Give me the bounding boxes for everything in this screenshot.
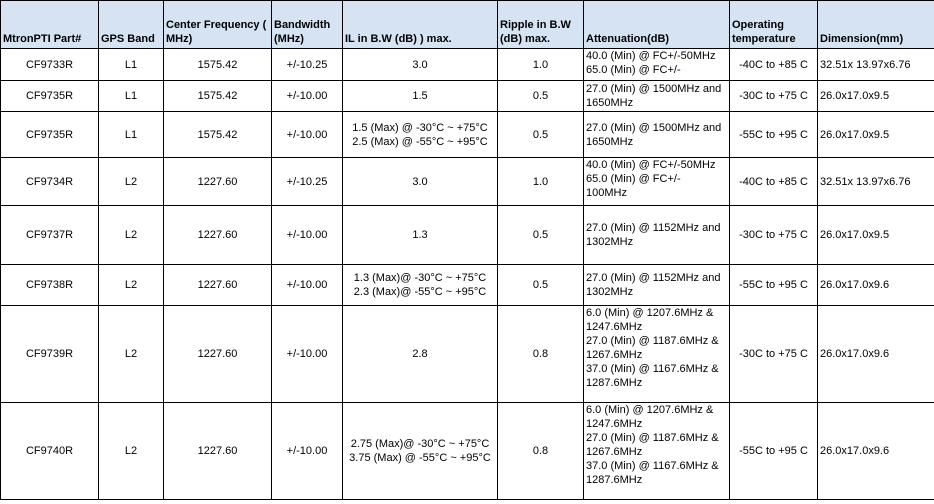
insertion-loss-line: 1.3 (Max)@ -30°C ~ +75°C (353, 272, 487, 284)
table-row (1, 158, 934, 206)
attenuation-line: 27.0 (Min) @ 1500MHz and (586, 121, 722, 134)
ripple-cell: 0.5 (498, 206, 584, 265)
table-row (1, 112, 934, 158)
operating-temperature-cell: -55C to +95 C (730, 112, 818, 158)
ripple-cell: 1.0 (498, 158, 584, 206)
insertion-loss-line: 3.75 (Max) @ -55°C ~ +95°C (349, 452, 491, 464)
insertion-loss-line: 1.5 (Max) @ -30°C ~ +75°C (352, 121, 488, 134)
center-frequency-cell: 1227.60 (164, 158, 272, 206)
attenuation-line: 1267.6MHz (586, 446, 643, 458)
attenuation-line: 27.0 (Min) @ 1187.6MHz & (586, 432, 719, 444)
dimension-cell: 26.0x17.0x9.5 (818, 206, 934, 265)
gps-band-cell: L2 (99, 206, 164, 265)
dimension-cell: 26.0x17.0x9.5 (818, 81, 934, 112)
attenuation-line: 1650MHz (586, 135, 634, 148)
attenuation-line: 27.0 (Min) @ 1152MHz and (586, 222, 721, 234)
center-frequency-cell: 1575.42 (164, 49, 272, 81)
center-frequency-cell: 1227.60 (164, 265, 272, 306)
attenuation-line: 1287.6MHz (586, 377, 643, 389)
header-row (1, 1, 934, 49)
insertion-loss-cell (343, 265, 498, 306)
center-frequency-cell: 1575.42 (164, 112, 272, 158)
bandwidth-cell: +/-10.00 (272, 265, 343, 306)
table-row (1, 403, 934, 500)
bandwidth-cell: +/-10.00 (272, 206, 343, 265)
dimension-cell: 26.0x17.0x9.6 (818, 306, 934, 403)
insertion-loss-line: 2.3 (Max)@ -55°C ~ +95°C (353, 286, 487, 298)
attenuation-line: 1287.6MHz (586, 474, 643, 486)
table-row (1, 49, 934, 81)
center-frequency-cell: 1227.60 (164, 306, 272, 403)
attenuation-line: 1650MHz (586, 97, 634, 109)
attenuation-line: 65.0 (Min) @ FC+/- (586, 64, 681, 76)
dimension-cell: 26.0x17.0x9.5 (818, 112, 934, 158)
attenuation-line: 40.0 (Min) @ FC+/-50MHz (586, 50, 716, 62)
attenuation-cell (584, 81, 730, 112)
table-row (1, 265, 934, 306)
attenuation-line: 27.0 (Min) @ 1500MHz and (586, 83, 722, 95)
part-number-cell: CF9733R (1, 49, 99, 81)
attenuation-cell (584, 206, 730, 265)
insertion-loss-line: 2.75 (Max)@ -30°C ~ +75°C (350, 438, 490, 450)
operating-temperature-cell: -55C to +95 C (730, 403, 818, 500)
header-dimension: Dimension(mm) (818, 1, 934, 49)
insertion-loss-cell (343, 158, 498, 206)
attenuation-line: 65.0 (Min) @ FC+/- (586, 173, 681, 185)
table-body (1, 49, 934, 500)
header-part: MtronPTI Part# (1, 1, 99, 49)
attenuation-cell (584, 265, 730, 306)
bandwidth-cell: +/-10.00 (272, 306, 343, 403)
header-gps-band: GPS Band (99, 1, 164, 49)
table-row (1, 306, 934, 403)
center-frequency-cell: 1575.42 (164, 81, 272, 112)
attenuation-line: 100MHz (586, 187, 627, 199)
insertion-loss-cell (343, 112, 498, 158)
header-attenuation: Attenuation(dB) (584, 1, 730, 49)
gps-band-cell: L2 (99, 158, 164, 206)
table-row (1, 206, 934, 265)
ripple-cell: 0.8 (498, 306, 584, 403)
dimension-cell: 32.51x 13.97x6.76 (818, 158, 934, 206)
header-ripple: Ripple in B.W (dB) max. (498, 1, 584, 49)
attenuation-cell (584, 49, 730, 81)
part-number-cell: CF9738R (1, 265, 99, 306)
insertion-loss-cell (343, 403, 498, 500)
operating-temperature-cell: -40C to +85 C (730, 49, 818, 81)
dimension-cell: 26.0x17.0x9.6 (818, 403, 934, 500)
gps-band-cell: L2 (99, 265, 164, 306)
attenuation-line: 27.0 (Min) @ 1187.6MHz & (586, 335, 719, 347)
ripple-cell: 0.5 (498, 112, 584, 158)
operating-temperature-cell: -30C to +75 C (730, 206, 818, 265)
attenuation-cell (584, 403, 730, 500)
attenuation-cell (584, 306, 730, 403)
gps-band-cell: L2 (99, 403, 164, 500)
dimension-cell: 26.0x17.0x9.6 (818, 265, 934, 306)
attenuation-line: 37.0 (Min) @ 1167.6MHz & (586, 460, 719, 472)
part-number-cell: CF9735R (1, 81, 99, 112)
header-center-frequency: Center Frequency ( MHz) (164, 1, 272, 49)
operating-temperature-cell: -55C to +95 C (730, 265, 818, 306)
ripple-cell: 0.5 (498, 81, 584, 112)
insertion-loss-line: 2.5 (Max) @ -55°C ~ +95°C (352, 135, 488, 148)
attenuation-line: 1302MHz (586, 236, 634, 248)
attenuation-line: 40.0 (Min) @ FC+/-50MHz (586, 159, 716, 171)
insertion-loss-line: 2.8 (412, 348, 428, 360)
attenuation-cell (584, 112, 730, 158)
header-bandwidth: Bandwidth (MHz) (272, 1, 343, 49)
attenuation-cell (584, 158, 730, 206)
insertion-loss-line: 3.0 (412, 58, 428, 71)
operating-temperature-cell: -30C to +75 C (730, 306, 818, 403)
insertion-loss-line: 3.0 (412, 175, 428, 188)
bandwidth-cell: +/-10.25 (272, 49, 343, 81)
operating-temperature-cell: -40C to +85 C (730, 158, 818, 206)
gps-band-cell: L1 (99, 81, 164, 112)
insertion-loss-cell (343, 306, 498, 403)
center-frequency-cell: 1227.60 (164, 403, 272, 500)
part-number-cell: CF9737R (1, 206, 99, 265)
attenuation-line: 1247.6MHz (586, 321, 643, 333)
bandwidth-cell: +/-10.25 (272, 158, 343, 206)
gps-band-cell: L1 (99, 112, 164, 158)
gps-band-cell: L2 (99, 306, 164, 403)
part-number-cell: CF9740R (1, 403, 99, 500)
bandwidth-cell: +/-10.00 (272, 81, 343, 112)
gps-band-cell: L1 (99, 49, 164, 81)
operating-temperature-cell: -30C to +75 C (730, 81, 818, 112)
ripple-cell: 0.8 (498, 403, 584, 500)
part-number-cell: CF9739R (1, 306, 99, 403)
center-frequency-cell: 1227.60 (164, 206, 272, 265)
bandwidth-cell: +/-10.00 (272, 112, 343, 158)
attenuation-line: 6.0 (Min) @ 1207.6MHz & (586, 307, 714, 319)
attenuation-line: 1302MHz (586, 286, 634, 298)
ripple-cell: 1.0 (498, 49, 584, 81)
part-number-cell: CF9735R (1, 112, 99, 158)
attenuation-line: 1267.6MHz (586, 349, 643, 361)
insertion-loss-cell (343, 81, 498, 112)
attenuation-line: 6.0 (Min) @ 1207.6MHz & (586, 404, 714, 416)
part-number-cell: CF9734R (1, 158, 99, 206)
bandwidth-cell: +/-10.00 (272, 403, 343, 500)
table-row (1, 81, 934, 112)
dimension-cell: 32.51x 13.97x6.76 (818, 49, 934, 81)
header-operating-temperature: Operating temperature (730, 1, 818, 49)
attenuation-line: 37.0 (Min) @ 1167.6MHz & (586, 363, 719, 375)
insertion-loss-line: 1.5 (412, 90, 428, 102)
insertion-loss-line: 1.3 (412, 229, 428, 241)
insertion-loss-cell (343, 206, 498, 265)
header-insertion-loss: IL in B.W (dB) ) max. (343, 1, 498, 49)
insertion-loss-cell (343, 49, 498, 81)
attenuation-line: 1247.6MHz (586, 418, 643, 430)
attenuation-line: 27.0 (Min) @ 1152MHz and (586, 272, 721, 284)
ripple-cell: 0.5 (498, 265, 584, 306)
